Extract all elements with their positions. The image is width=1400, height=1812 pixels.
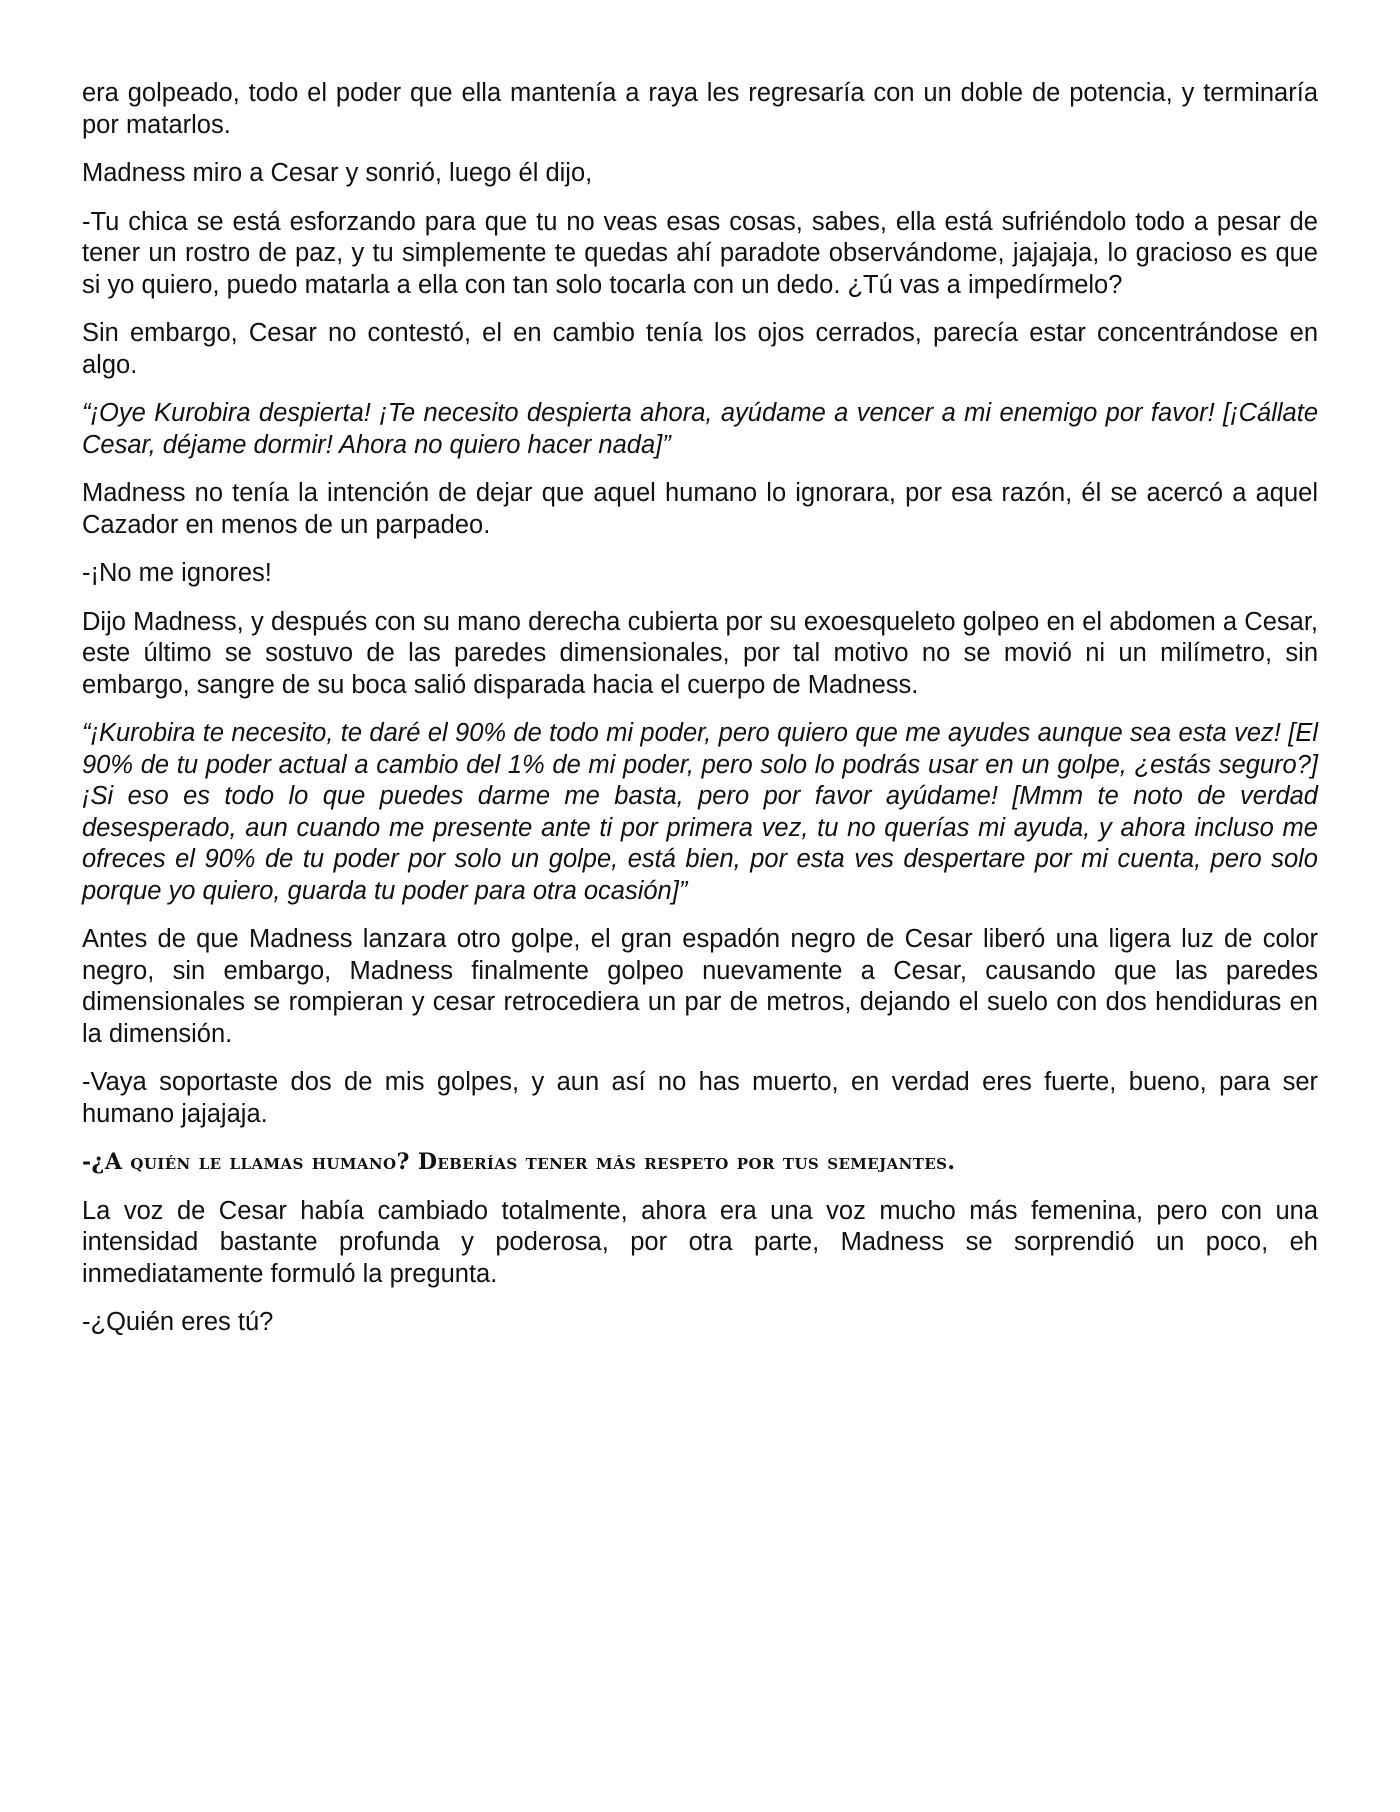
paragraph-11: -Vaya soportaste dos de mis golpes, y aun así no has muerto, en verdad eres fuerte, bueno, para ser humano jajajaja. xyxy=(82,1068,1318,1128)
paragraph-9-italic-thought: “¡Kurobira te necesito, te daré el 90% de todo mi poder, pero quiero que me ayudes aunque sea esta vez! [El 90% de tu poder actual a cambio del 1% de mi poder, pero solo lo podrás usar en un golpe, ¿estás seguro?] ¡Si eso es todo lo que puedes darme me basta, pero por favor ayúdame! [Mmm te noto de verdad desesperado, aun cuando me presente ante ti por primera vez, tu no querías mi ayuda, y ahora incluso me ofreces el 90% de tu poder por solo un golpe, está bien, por esta ves despertare por mi cuenta, pero solo porque yo quiero, guarda tu poder para otra ocasión]” xyxy=(82,719,1318,905)
paragraph-7: -¡No me ignores! xyxy=(82,559,272,587)
paragraph-10: Antes de que Madness lanzara otro golpe, el gran espadón negro de Cesar liberó una ligera luz de color negro, sin embargo, Madness finalmente golpeo nuevamente a Cesar, causando que las paredes dimensionales se rompieran y cesar retrocediera un par de metros, dejando el suelo con dos hendiduras en la dimensión. xyxy=(82,925,1318,1048)
paragraph-4: Sin embargo, Cesar no contestó, el en cambio tenía los ojos cerrados, parecía estar concentrándose en algo. xyxy=(82,319,1318,379)
document-page xyxy=(82,78,1318,1356)
paragraph-1: era golpeado, todo el poder que ella mantenía a raya les regresaría con un doble de potencia, y terminaría por matarlos. xyxy=(82,79,1318,139)
paragraph-5-italic-thought: “¡Oye Kurobira despierta! ¡Te necesito despierta ahora, ayúdame a vencer a mi enemigo por favor! [¡Cállate Cesar, déjame dormir! Ahora no quiero hacer nada]” xyxy=(82,399,1318,459)
paragraph-2: Madness miro a Cesar y sonrió, luego él dijo, xyxy=(82,159,593,187)
paragraph-13: La voz de Cesar había cambiado totalmente, ahora era una voz mucho más femenina, pero con una intensidad bastante profunda y poderosa, por otra parte, Madness se sorprendió un poco, eh inmediatamente formuló la pregunta. xyxy=(82,1196,1318,1288)
paragraph-8: Dijo Madness, y después con su mano derecha cubierta por su exoesqueleto golpeo en el abdomen a Cesar, este último se sostuvo de las paredes dimensionales, por tal motivo no se movió ni un milímetro, sin embargo, sangre de su boca salió disparada hacia el cuerpo de Madness. xyxy=(82,607,1318,699)
paragraph-12-special-voice: -¿A quién le llamas humano? Deberías tener más respeto por tus semejantes. xyxy=(82,1149,956,1175)
paragraph-14: -¿Quién eres tú? xyxy=(82,1308,274,1336)
paragraph-6: Madness no tenía la intención de dejar que aquel humano lo ignorara, por esa razón, él se acercó a aquel Cazador en menos de un parpadeo. xyxy=(82,479,1318,539)
paragraph-3: -Tu chica se está esforzando para que tu no veas esas cosas, sabes, ella está sufriéndolo todo a pesar de tener un rostro de paz, y tu simplemente te quedas ahí paradote observándome, jajajaja, lo gracioso es que si yo quiero, puedo matarla a ella con tan solo tocarla con un dedo. ¿Tú vas a impedírmelo? xyxy=(82,207,1318,299)
